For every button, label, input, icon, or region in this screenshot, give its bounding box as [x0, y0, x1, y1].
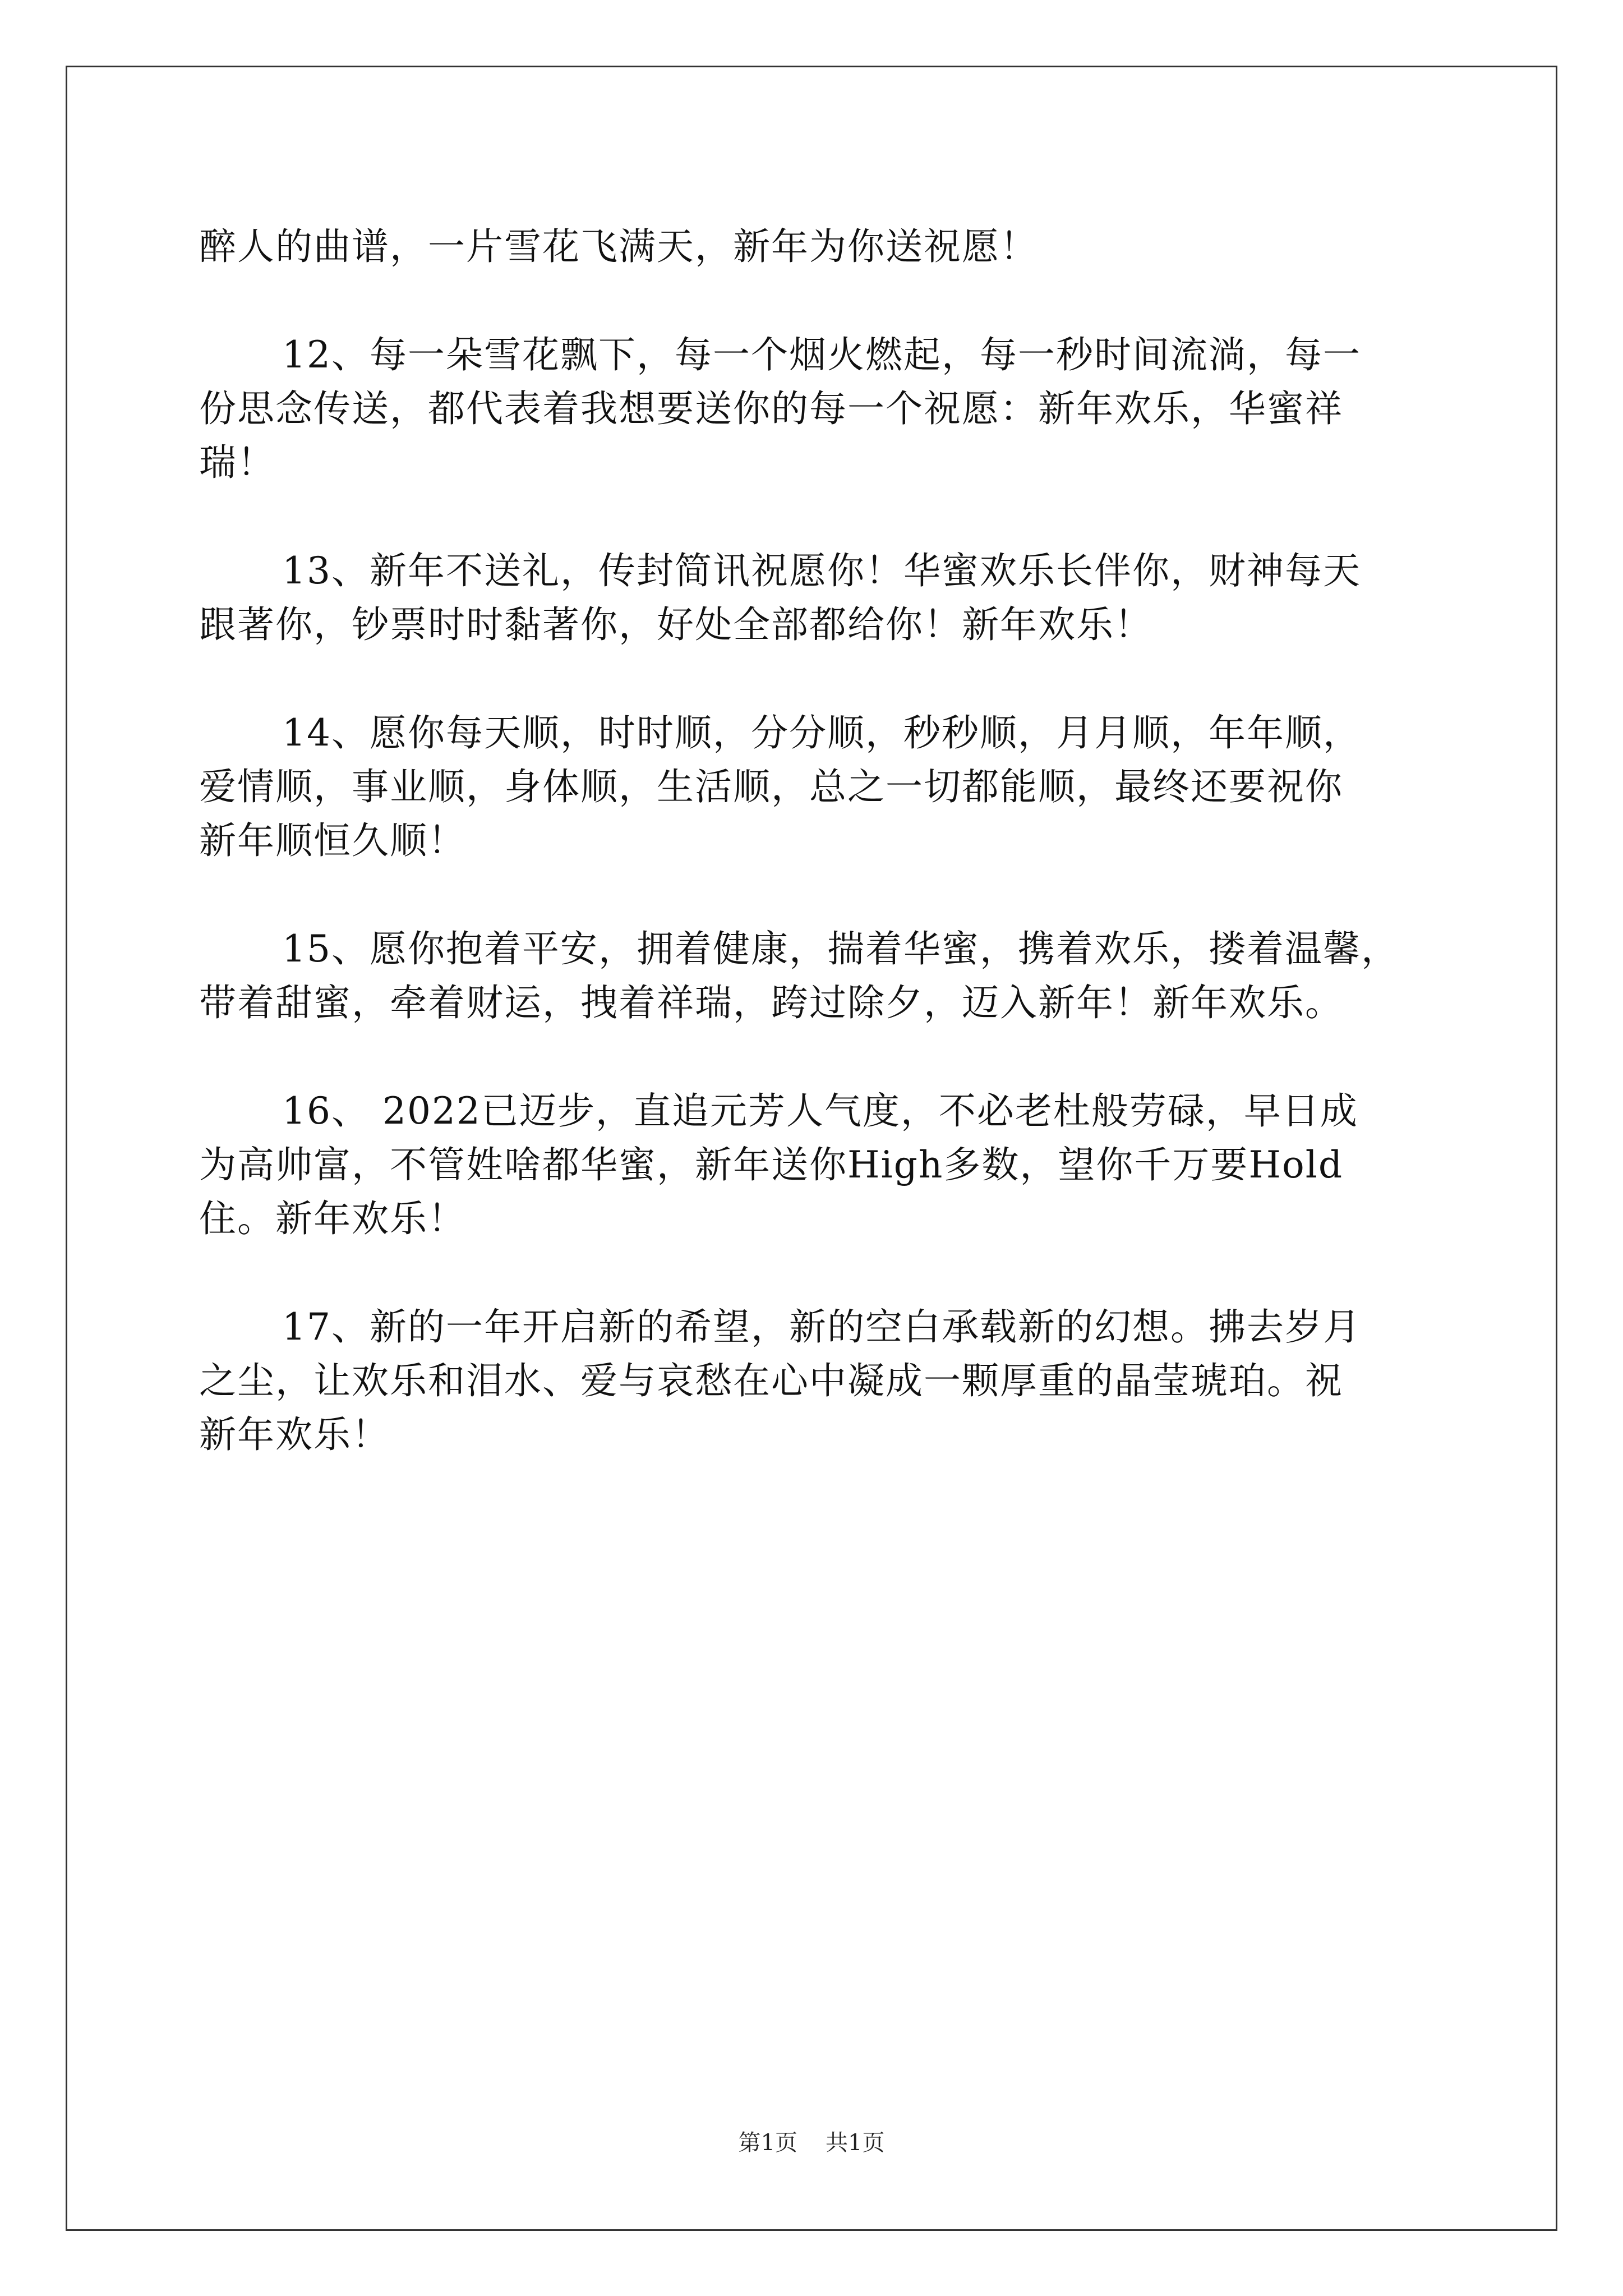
text-line: 份思念传送，都代表着我想要送你的每一个祝愿：新年欢乐，华蜜祥 [199, 387, 1343, 430]
page-footer [0, 2129, 1623, 2157]
text-line: 住。新年欢乐！ [199, 1197, 466, 1240]
text-line: 13、新年不送礼，传封简讯祝愿你！华蜜欢乐长伴你，财神每天 [282, 549, 1361, 592]
paragraph [199, 706, 1447, 868]
text-line: 12、每一朵雪花飘下，每一个烟火燃起，每一秒时间流淌，每一 [282, 333, 1361, 376]
paragraph [199, 922, 1447, 1030]
paragraph [199, 1300, 1447, 1462]
text-line: 跟著你，钞票时时黏著你，好处全部都给你！新年欢乐！ [199, 603, 1152, 646]
text-line: 瑞！ [199, 441, 275, 484]
paragraph [199, 220, 1447, 274]
text-line: 醉人的曲谱，一片雪花飞满天，新年为你送祝愿！ [199, 225, 1038, 268]
paragraph [199, 544, 1447, 652]
text-line: 14、愿你每天顺，时时顺，分分顺，秒秒顺，月月顺，年年顺， [282, 711, 1361, 754]
text-line: 新年顺恒久顺！ [199, 819, 466, 862]
paragraph [199, 1084, 1447, 1246]
text-line: 爱情顺，事业顺，身体顺，生活顺，总之一切都能顺，最终还要祝你 [199, 765, 1343, 808]
text-line: 带着甜蜜，牵着财运，拽着祥瑞，跨过除夕，迈入新年！新年欢乐。 [199, 981, 1343, 1024]
document-body [199, 220, 1447, 1462]
text-line: 15、愿你抱着平安，拥着健康，揣着华蜜，携着欢乐，搂着温馨， [282, 927, 1399, 970]
paragraph [199, 328, 1447, 490]
text-line: 16、 2022已迈步，直追元芳人气度，不必老杜般劳碌，早日成 [282, 1089, 1358, 1133]
page-total: 共1页 [826, 2130, 885, 2156]
text-line: 之尘，让欢乐和泪水、爱与哀愁在心中凝成一颗厚重的晶莹琥珀。祝 [199, 1359, 1343, 1402]
text-line: 为高帅富，不管姓啥都华蜜，新年送你High多数，望你千万要Hold [199, 1143, 1344, 1186]
page-number: 第1页 [738, 2130, 797, 2156]
text-line: 17、新的一年开启新的希望，新的空白承载新的幻想。拂去岁月 [282, 1305, 1361, 1349]
text-line: 新年欢乐！ [199, 1413, 390, 1456]
